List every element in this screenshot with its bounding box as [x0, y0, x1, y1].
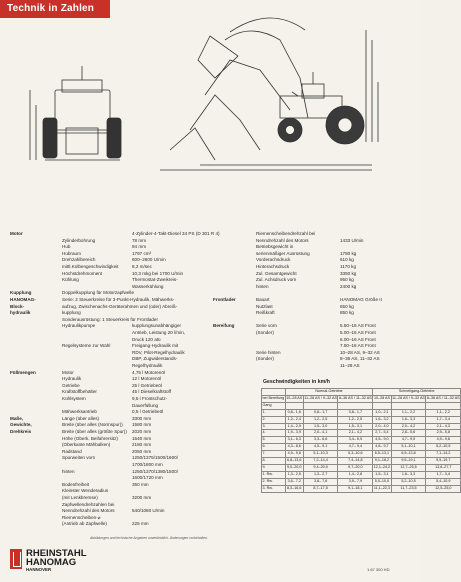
spec-right-section: Bereifung	[213, 323, 235, 329]
table-row	[262, 444, 461, 451]
fast-gear-header: Schnellgang-Getriebe	[373, 389, 461, 396]
spec-label: aufzug, Zwischenachs-Geräterahmen und (oder) Abreiß-	[62, 303, 178, 309]
spec-right-label: Nutzlast	[256, 303, 273, 309]
footnote: Abbildungen und technische Angaben unverbindlich. Änderungen vorbehalten.	[90, 536, 208, 540]
spec-value: 3200 mm	[132, 495, 152, 500]
spec-value: Antrieb, Leistung 20 l/min,	[132, 330, 186, 335]
spec-label: Kraftstoffbehälter	[62, 389, 97, 395]
speed-cell: 2,1– 4,2	[338, 430, 373, 437]
speeds-table	[261, 388, 461, 493]
spec-value: 0,5 l Getriebeöl	[132, 409, 164, 415]
spec-label: Radstand	[62, 448, 82, 454]
gear-label-cell: 9.	[262, 464, 286, 471]
spec-section: Kupplung	[10, 290, 32, 296]
gear-label-cell: 8.	[262, 458, 286, 465]
gear-label-cell: 7.	[262, 451, 286, 458]
spec-section: HANOMAG-	[10, 297, 36, 302]
gear-label-cell: 5.	[262, 437, 286, 444]
table-row	[262, 451, 461, 458]
spec-section: Drehkreis	[10, 429, 32, 434]
table-cell	[285, 402, 303, 409]
speed-cell: 1,1– 2,2	[426, 409, 461, 416]
spec-value: Dauerfüllung	[132, 402, 159, 408]
speed-cell: 0,8– 1,7	[303, 409, 338, 416]
spec-right-label: (Sonder)	[256, 330, 274, 335]
spec-label: Serie: 2 Steuerkreise für 3-Punkt-Hydraulik, Mähwerks-	[62, 297, 175, 302]
speed-cell: 5,2–10,5	[391, 478, 426, 485]
spec-right-value: HANOMAG Größe II	[340, 297, 382, 302]
spec-value: 94 mm	[132, 244, 147, 250]
spec-section: Füllmengen	[10, 369, 36, 375]
spec-label: Hub	[62, 244, 71, 250]
spec-right-label: (Sonder)	[256, 356, 274, 362]
spec-label: Hydraulikpumpe	[62, 323, 96, 329]
technical-drawings	[0, 0, 420, 200]
spec-value: Freigang-Hydraulik mit	[132, 343, 179, 349]
speed-cell: 7,2–14,4	[303, 458, 338, 465]
spec-label: (Oberkante Mähbalken)	[62, 442, 111, 448]
spec-label: Hydraulik	[62, 376, 82, 382]
speed-cell: 3,4– 6,9	[338, 437, 373, 444]
spec-right-label: Serie hinten	[256, 349, 281, 355]
speed-cell: 1,6– 3,3	[391, 416, 426, 423]
table-cell	[303, 402, 338, 409]
tire-header-cell: 11–28 AS / 9–32 AS	[391, 395, 426, 402]
logo-line-1: RHEINSTAHL	[26, 548, 87, 559]
speed-cell: 2,7– 5,4	[373, 430, 391, 437]
spec-right-value: 650 kg	[340, 303, 354, 309]
speed-cell: 11,1–22,3	[373, 485, 391, 492]
company-logo	[10, 548, 150, 578]
spec-value: 1797 cm³	[132, 250, 152, 256]
speed-cell: 9,9–19,7	[426, 458, 461, 465]
speed-cell: 9,1–18,1	[338, 485, 373, 492]
spec-label: Höhe (Oberk. Beifahrersitz)	[62, 435, 118, 441]
spec-section: Motor	[10, 231, 23, 236]
table-row	[262, 430, 461, 437]
spec-label: Höchstdrehmoment	[62, 270, 103, 276]
spec-label: Riemenscheiben-⌀	[62, 514, 101, 520]
table-cell	[338, 402, 373, 409]
spec-right-label: Hinterachsdruck	[256, 264, 290, 269]
spec-value: 45 l Dieselkraftstoff	[132, 389, 171, 395]
spec-label: Doppelkupplung für Motorzapfwelle	[62, 290, 135, 296]
spec-value: RDV, Pilot-Regelhydraulik	[132, 349, 185, 355]
front-view-drawing	[30, 66, 121, 160]
spec-section: hydraulik	[10, 310, 31, 316]
spec-value: kupplungsunabhängiger	[132, 323, 182, 329]
tire-header-row	[262, 395, 461, 402]
spec-label: Kleinster Wenderadius	[62, 488, 109, 494]
spec-value: 1250/1370/1380/1500/	[132, 468, 178, 474]
spec-right-label: Riemenscheibendrehzahl bei	[256, 231, 316, 236]
spec-value: 2180 mm	[132, 442, 152, 448]
speed-cell: 5,2–10,5	[426, 444, 461, 451]
spec-label: Hubraum	[62, 250, 81, 256]
spec-value: 2050 mm	[132, 448, 152, 454]
table-corner-cell	[262, 389, 286, 396]
spec-value: 3300 mm	[132, 415, 152, 421]
spec-value: Regelhydraulik	[132, 363, 163, 368]
spec-value: 1540 mm	[132, 435, 152, 441]
speed-cell: 3,1– 6,3	[285, 437, 303, 444]
spec-right-value: 610 kg	[340, 257, 354, 263]
speed-cell: 6,9–13,8	[391, 451, 426, 458]
speed-cell: 1,9– 3,9	[285, 430, 303, 437]
speed-cell: 3,6– 7,2	[285, 478, 303, 485]
speed-cell: 1,4– 2,8	[338, 471, 373, 478]
speed-cell: 1,2– 2,4	[285, 416, 303, 423]
gear-label-cell: 1.	[262, 409, 286, 416]
spec-label: Zylinderbohrung	[62, 237, 96, 243]
speed-cell: 1,6– 3,2	[373, 416, 391, 423]
speed-cell: 11,7–23,5	[391, 485, 426, 492]
spec-label: Zapfwellendrehzahlen bei	[62, 501, 115, 507]
spec-right-value: 3350 kg	[340, 270, 357, 276]
spec-value: 12 l Motorenöl	[132, 376, 162, 382]
spec-value: 600–2600 U/min	[132, 257, 166, 263]
speed-cell: 12,7–25,5	[391, 464, 426, 471]
spec-right-label: Nenndrehzahl des Motors	[256, 237, 309, 243]
logo-mark	[10, 549, 22, 569]
speed-cell: 2,1– 4,3	[426, 423, 461, 430]
gear-label-cell: 3.	[262, 423, 286, 430]
spec-section: Block-	[10, 303, 25, 309]
spec-right-label: hinten	[256, 283, 269, 289]
speed-cell: 4,5– 9,1	[303, 444, 338, 451]
table-row	[262, 437, 461, 444]
speed-cell: 4,8– 9,7	[373, 444, 391, 451]
speed-cell: 1,5– 3,1	[373, 471, 391, 478]
spec-right-value: 950 kg	[340, 277, 354, 283]
table-cell	[426, 402, 461, 409]
speed-cell: 4,9– 9,8	[285, 451, 303, 458]
spec-right-label: Serie vorn	[256, 323, 277, 329]
table-cell	[391, 402, 426, 409]
spec-right-value: 5.00–16 AS Front	[340, 330, 376, 335]
speed-cell: 2,8– 5,6	[391, 430, 426, 437]
spec-label: Kühlung	[62, 277, 79, 283]
speed-cell: 3,3– 6,6	[303, 437, 338, 444]
spec-label: Breite (über alles (Normspur))	[62, 422, 123, 428]
spec-right-value: 850 kg	[340, 310, 354, 316]
spec-value: 4-Zylinder-4-Takt-Diesel 34 PS (D 301 R 4)	[132, 231, 220, 236]
speed-cell: 6,5–13,1	[373, 451, 391, 458]
speed-cell: 2,0– 4,0	[373, 423, 391, 430]
spec-value: 540/1080 U/min	[132, 508, 165, 514]
speed-cell: 7,1–14,2	[426, 451, 461, 458]
spec-right-value: 5.50–16 AS Front	[340, 323, 376, 329]
speed-cell: 1,2– 2,5	[338, 416, 373, 423]
spec-label: Kühlsystem	[62, 396, 86, 401]
speed-cell: 9,5–19,1	[391, 458, 426, 465]
spec-label: (mit Lenkbremse)	[62, 495, 98, 500]
spec-value: 225 mm	[132, 521, 149, 527]
gear-label-cell: 3. Rw.	[262, 485, 286, 492]
spec-value: 25 l Getriebeöl	[132, 382, 162, 388]
speed-cell: 0,8– 1,6	[285, 409, 303, 416]
gang-label-cell: Gang	[262, 402, 286, 409]
spec-right-value: 7.50–16 AS Front	[340, 343, 376, 349]
speed-cell: 5,4–10,9	[426, 478, 461, 485]
gang-label-row	[262, 402, 461, 409]
page-title: Technik in Zahlen	[7, 3, 95, 14]
spec-right-value: 1433 U/min	[340, 237, 364, 243]
speed-cell: 7,4–14,8	[338, 458, 373, 465]
spec-label: (Antrieb ab Zapfwelle)	[62, 521, 107, 527]
table-row	[262, 458, 461, 465]
speed-cell: 4,5– 9,0	[373, 437, 391, 444]
logo-line-3: HANNOVER	[26, 567, 52, 572]
tire-label-cell: bei Bereifung	[262, 395, 286, 402]
spec-value: 78 mm	[132, 237, 147, 243]
speed-cell: 5,0–10,0	[373, 478, 391, 485]
speed-cell: 1,6– 3,3	[391, 471, 426, 478]
spec-right-value: 1780 kg	[340, 250, 357, 256]
speed-cell: 4,9– 9,8	[426, 437, 461, 444]
table-row	[262, 471, 461, 478]
speed-cell: 4,7– 9,5	[391, 437, 426, 444]
spec-label: mittl.Kolbengeschwindigkeit	[62, 264, 119, 269]
speed-cell: 9,4–20,0	[303, 464, 338, 471]
spec-label: Sonderausrüstung: 1 Steuerkreis für Frontlader	[62, 316, 159, 322]
speed-cell: 2,9– 5,8	[426, 430, 461, 437]
speed-cell: 4,3– 8,6	[285, 444, 303, 451]
spec-right-value: 10–28 AS, 9–32 AS	[340, 349, 380, 355]
table-row	[262, 478, 461, 485]
logo-line-2: HANOMAG	[26, 557, 77, 568]
speed-cell: 1,0– 2,1	[373, 409, 391, 416]
tire-header-cell: 10–28 AS	[373, 395, 391, 402]
speed-cell: 3,8– 7,6	[303, 478, 338, 485]
spec-label: Mähwerksantrieb	[62, 409, 97, 415]
speed-cell: 4,7– 9,4	[338, 444, 373, 451]
gear-label-cell: 4.	[262, 430, 286, 437]
spec-right-value: 8–36 AS, 11–32 AS	[340, 356, 380, 362]
spec-right-label: Zul. Gesamtgewicht	[256, 270, 297, 276]
speed-cell: 9,1–18,2	[373, 458, 391, 465]
speed-cell: 12,1–24,2	[373, 464, 391, 471]
gear-label-cell: 2. Rw.	[262, 478, 286, 485]
speed-cell: 9,0–20,0	[285, 464, 303, 471]
gear-label-cell: 1. Rw.	[262, 471, 286, 478]
spec-right-label: serienmäßiger Ausrüstung	[256, 250, 310, 256]
spec-value: 10,3 mkg bei 1700 U/min	[132, 270, 184, 276]
spec-value: 1250/1375/1500/1600/	[132, 455, 178, 461]
spec-right-value: 6.00–16 AS Front	[340, 336, 376, 342]
spec-right-value: 2400 kg	[340, 283, 357, 289]
spec-label: Spurweiten vorn	[62, 455, 96, 461]
spec-label: Länge (über alles)	[62, 415, 100, 421]
tire-header-cell: 11–28 AS / 9–32 AS	[303, 395, 338, 402]
spec-right-section: Frontlader	[213, 297, 236, 302]
spec-label: hinten	[62, 468, 75, 474]
spec-label: kupplung	[62, 310, 81, 316]
speed-cell: 0,8– 1,7	[338, 409, 373, 416]
spec-value: 2020 mm	[132, 429, 152, 434]
speed-cell: 1,4– 2,9	[285, 423, 303, 430]
spec-label: Getriebe	[62, 382, 80, 388]
spec-value: 1600/1720 mm	[132, 475, 163, 481]
speed-cell: 6,8–13,6	[285, 458, 303, 465]
spec-right-label: Zul. Achsdruck vorn	[256, 277, 297, 283]
print-code: 1.67 300 HD	[367, 567, 390, 572]
speed-cell: 1,7– 3,4	[426, 416, 461, 423]
table-row	[262, 409, 461, 416]
spec-value: 1580 mm	[132, 422, 152, 428]
spec-label: Regelsysteme zur Wahl	[62, 343, 111, 349]
spec-label: Motor	[62, 369, 74, 375]
spec-right-label: Reißkraft	[256, 310, 275, 316]
spec-value: 1700/1800 mm	[132, 462, 163, 467]
speed-cell: 3,9– 7,9	[338, 478, 373, 485]
speed-cell: 1,5– 3,1	[338, 423, 373, 430]
speed-cell: 1,1– 2,2	[391, 409, 426, 416]
speed-cell: 1,2– 2,5	[303, 416, 338, 423]
table-header-row	[262, 389, 461, 396]
table-row	[262, 416, 461, 423]
speed-cell: 2,0– 4,1	[303, 430, 338, 437]
spec-label: Nenndrehzahl des Motors	[62, 508, 115, 514]
speed-cell: 1,7– 3,4	[426, 471, 461, 478]
spec-right-label: Betriebsgewicht in	[256, 244, 294, 250]
spec-value: Druck 120 atü	[132, 336, 161, 342]
gear-label-cell: 6.	[262, 444, 286, 451]
speed-cell: 12,5–25,0	[426, 485, 461, 492]
speed-cell: 9,7–20,0	[338, 464, 373, 471]
spec-value: Wasserkühlung	[132, 283, 164, 289]
spec-right-label: Bauart	[256, 297, 270, 302]
spec-value: 8,2 m/sec	[132, 264, 152, 269]
side-view-drawing	[160, 18, 378, 170]
spec-section: Gewichte,	[10, 422, 32, 428]
table-row	[262, 485, 461, 492]
speed-cell: 8,7–17,5	[303, 485, 338, 492]
spec-label: Breite (über alles (größte Spur))	[62, 429, 127, 434]
tire-header-cell: 8–36 AS / 11–32 AS	[338, 395, 373, 402]
spec-label: Drehzahlbereich	[62, 257, 96, 263]
spec-label: Bodenfreiheit	[62, 481, 90, 487]
table-row	[262, 464, 461, 471]
speeds-table-title: Geschwindigkeiten in km/h	[263, 379, 330, 385]
spec-right-label: Vorderachsdruck	[256, 257, 291, 263]
spec-value: 350 mm	[132, 481, 149, 487]
spec-right-value: 11–28 AS	[340, 363, 360, 368]
table-cell	[373, 402, 391, 409]
tire-header-cell: 8–36 AS / 11–32 AS	[426, 395, 461, 402]
spec-right-value: 1170 kg	[340, 264, 357, 269]
spec-section: Maße,	[10, 415, 24, 421]
speed-cell: 5,3–10,6	[338, 451, 373, 458]
table-row	[262, 423, 461, 430]
speed-cell: 2,0– 4,2	[391, 423, 426, 430]
speed-cell: 5,1–10,3	[303, 451, 338, 458]
speed-cell: 1,3– 2,7	[303, 471, 338, 478]
speed-cell: 13,8–27,7	[426, 464, 461, 471]
speed-cell: 1,5– 3,0	[303, 423, 338, 430]
gear-label-cell: 2.	[262, 416, 286, 423]
tire-header-cell: 10–28 AS	[285, 395, 303, 402]
spec-value: DBP, Zugwiderstands-	[132, 356, 178, 362]
normal-gear-header: Normal-Getriebe	[285, 389, 373, 396]
spec-value: Thermostat-Zweikreis-	[132, 277, 178, 283]
spec-value: 9,5 l Frostschutz-	[132, 396, 168, 401]
speed-cell: 5,1–10,1	[391, 444, 426, 451]
spec-value: 4,75 l Motorenöl	[132, 369, 165, 375]
speed-cell: 1,3– 2,5	[285, 471, 303, 478]
speed-cell: 8,3–16,6	[285, 485, 303, 492]
